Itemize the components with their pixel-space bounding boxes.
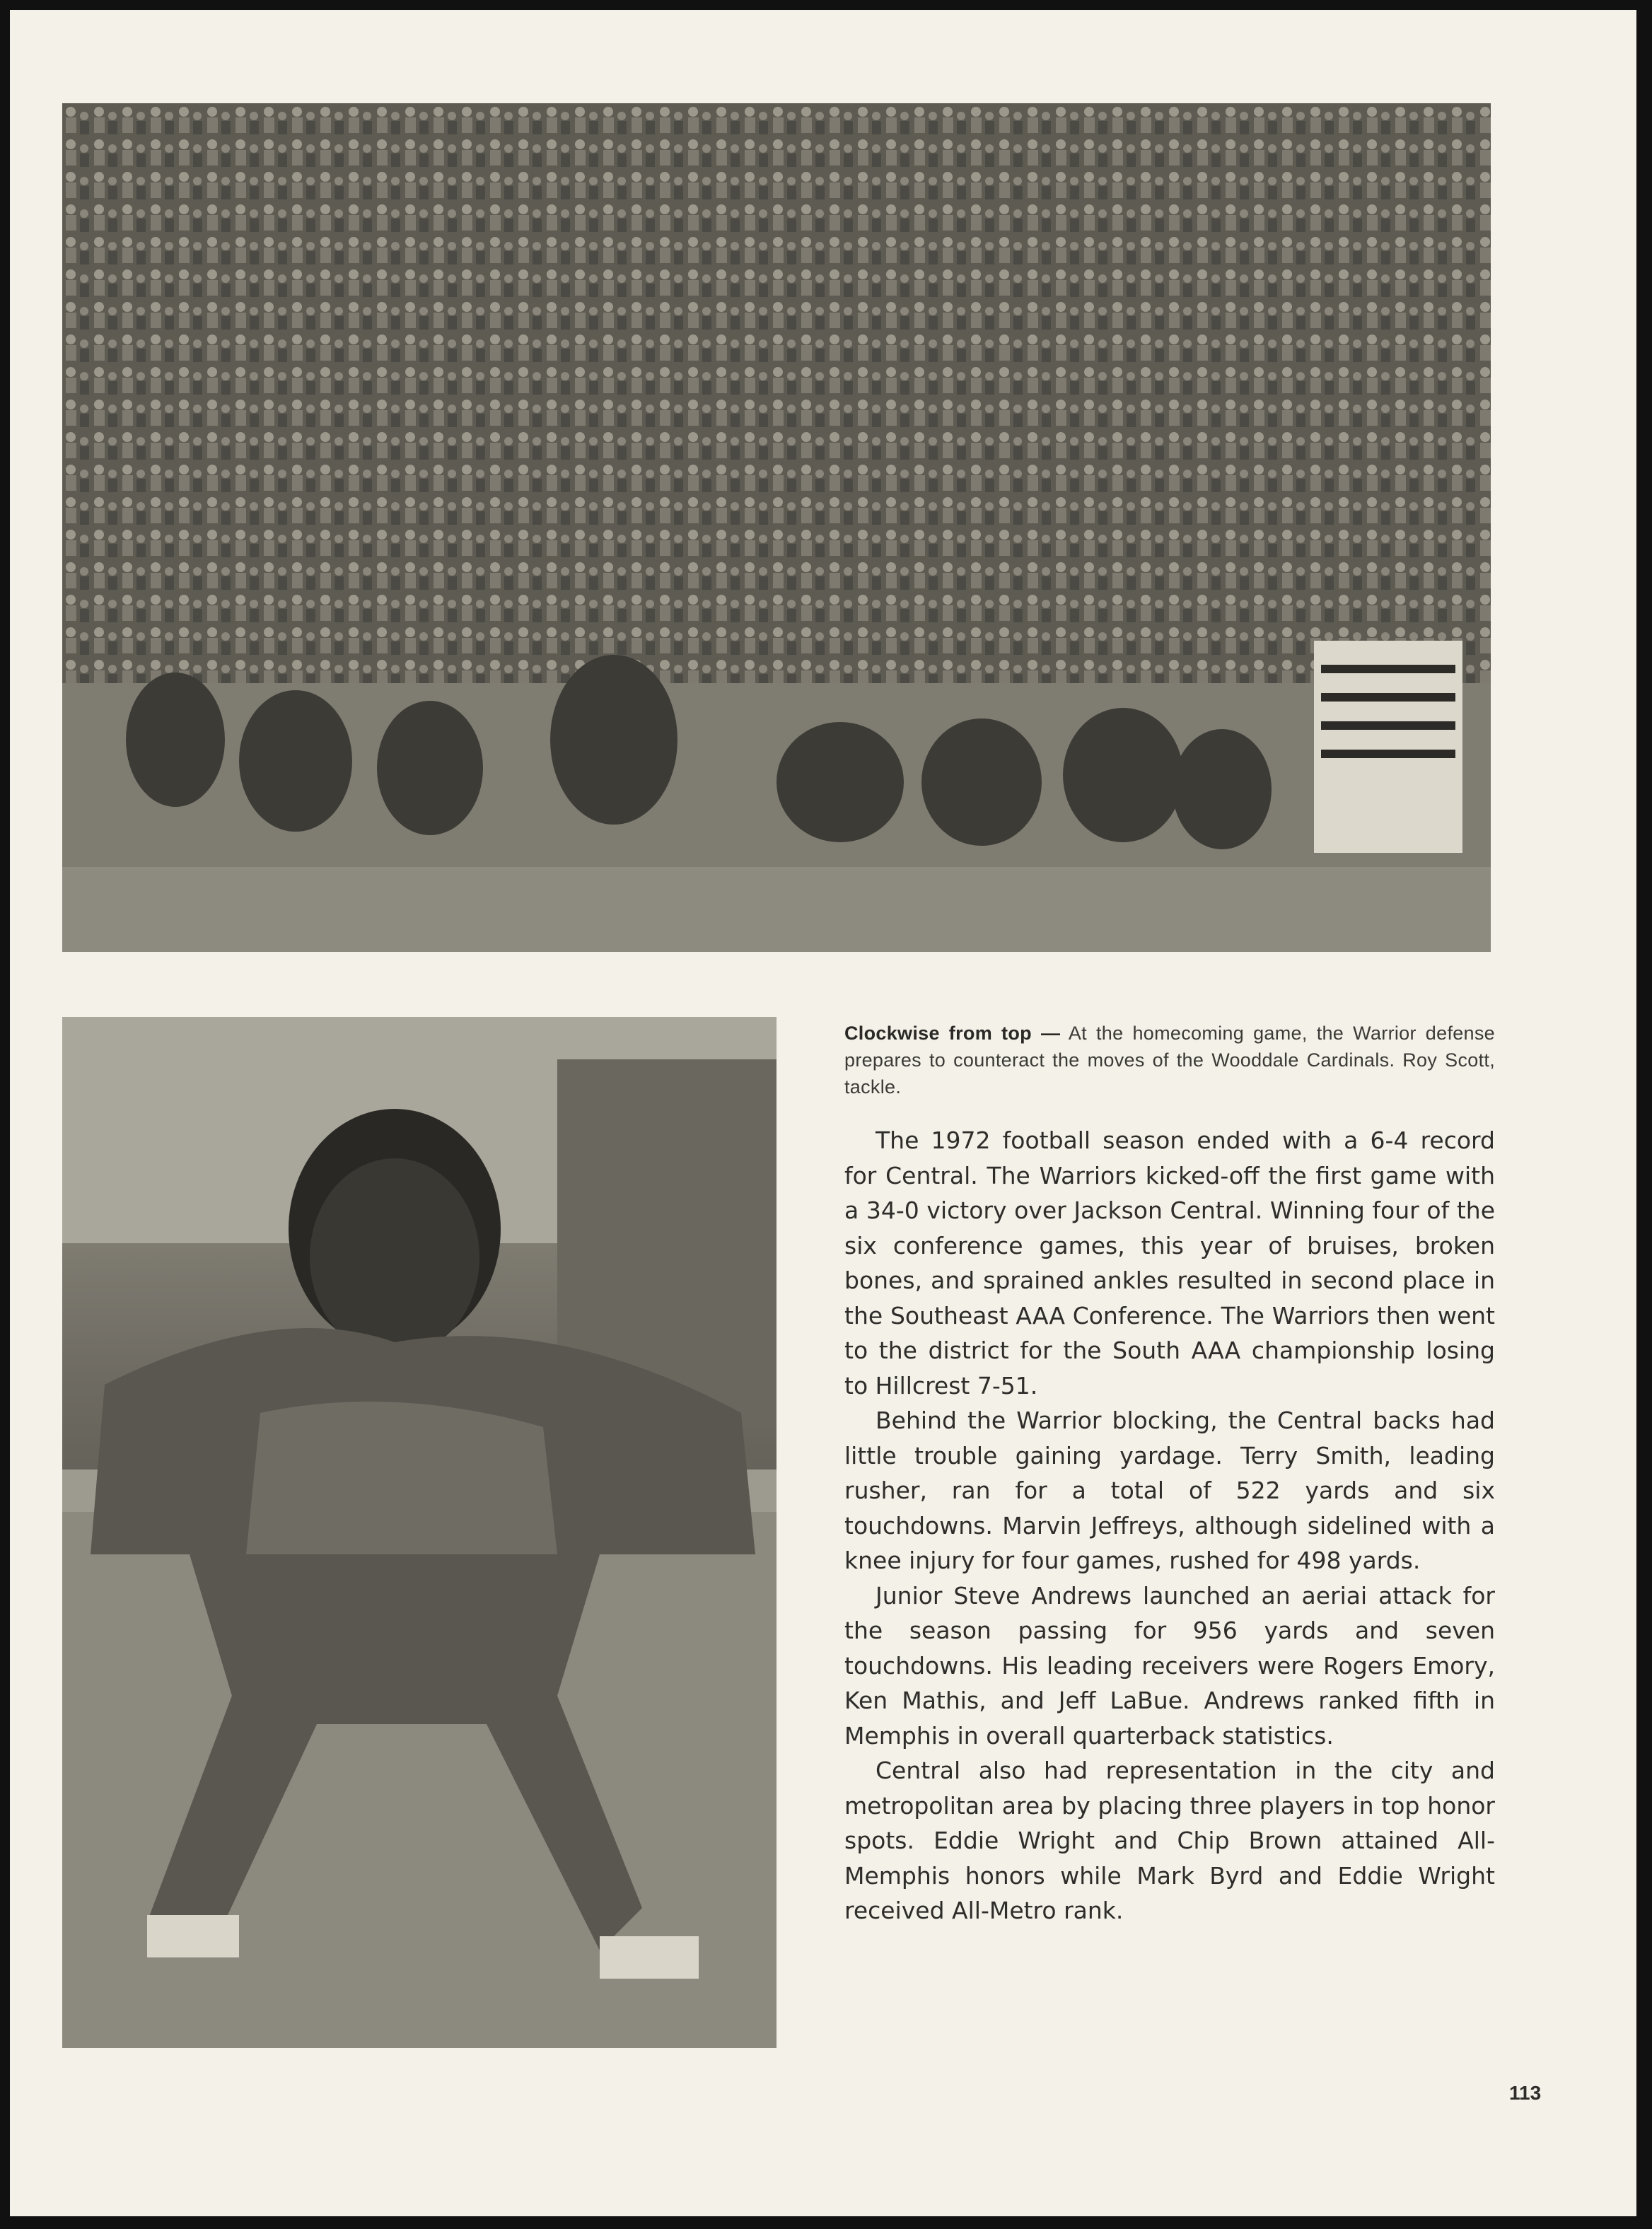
caption-lead: Clockwise from top — xyxy=(844,1023,1061,1044)
page-number: 113 xyxy=(1509,2082,1542,2104)
homecoming-game-photo xyxy=(62,103,1491,952)
caption-text: At the homecoming game, the Warrior defense prepares to counteract the moves of the Wooddale Cardinals. Roy Scott, tackle. xyxy=(844,1023,1495,1098)
paragraph-rushing: Behind the Warrior blocking, the Central backs had little trouble gaining yardage. Terry Smith, leading rusher, ran for a total of 522 yards and six touchdowns. Marvin Jeffreys, although sidelined with a knee injury for four games, rushed for 498 yards. xyxy=(844,1407,1495,1574)
lineman-illustration xyxy=(62,1017,776,2048)
paragraph-season-summary: The 1972 football season ended with a 6-4 record for Central. The Warriors kicked-off the first game with a 34-0 victory over Jackson Central. Winning four of the six conference games, this year of bruises, broken bones, and sprained ankles resulted in second place in the Southeast AAA Conference. The Warriors then went to the district for the South AAA championship losing to Hillcrest 7-51. xyxy=(844,1127,1495,1399)
paragraph-passing: Junior Steve Andrews launched an aeriai attack for the season passing for 956 yards and seven touchdowns. His leading receivers were Rogers Emory, Ken Mathis, and Jeff LaBue. Andrews ranked fifth in Memphis in overall quarterback statistics. xyxy=(844,1581,1495,1750)
player-portrait-photo xyxy=(62,1017,776,2048)
photo-caption xyxy=(844,1020,1495,1100)
paragraph-honors: Central also had representation in the city and metropolitan area by placing three players in top honor spots. Eddie Wright and Chip Brown attained All-Memphis honors while Mark Byrd and Eddie Wright received All-Metro rank. xyxy=(844,1757,1495,1924)
article-body xyxy=(844,1123,1495,1928)
crowd-and-field-illustration xyxy=(62,103,1491,952)
yearbook-page xyxy=(10,10,1636,2216)
